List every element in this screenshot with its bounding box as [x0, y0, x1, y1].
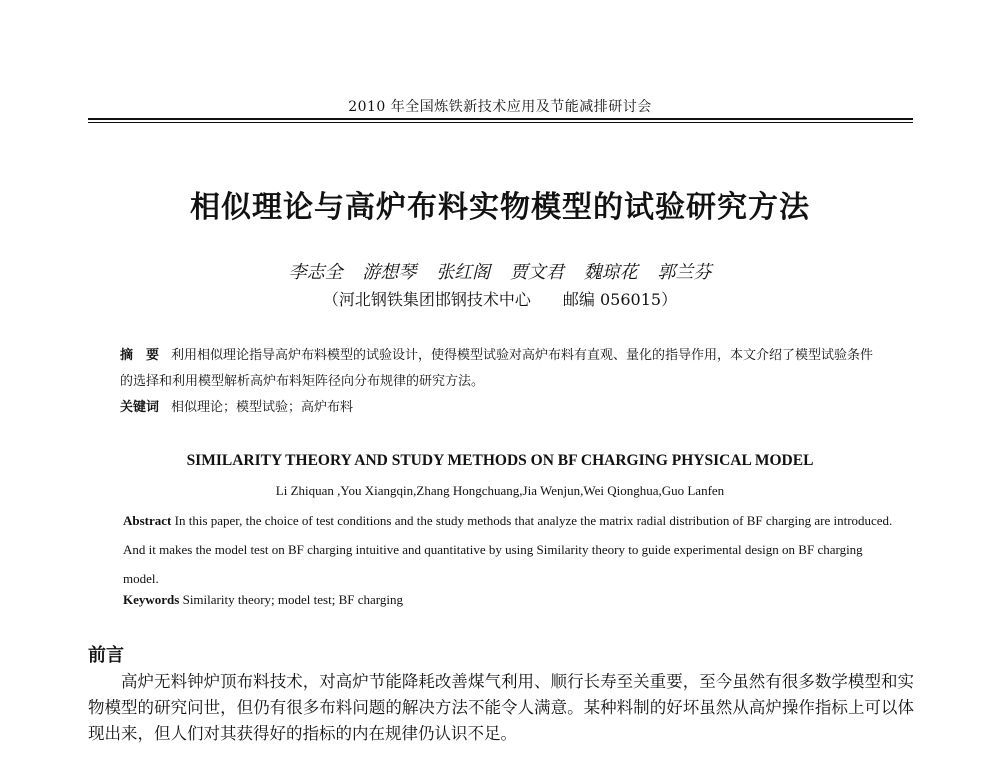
author-name: 魏琼花 — [583, 262, 638, 283]
author-name: 贾文君 — [509, 262, 564, 283]
header-rule-thick — [88, 118, 913, 120]
abstract-english — [123, 506, 893, 593]
author-name: 郭兰芬 — [657, 262, 712, 283]
abstract-label: 摘 要 — [120, 348, 160, 363]
section-paragraph: 高炉无料钟炉顶布料技术，对高炉节能降耗改善煤气利用、顺行长寿至关重要，至今虽然有很多数学模型和实物模型的研究问世，但仍有很多布料问题的解决方法不能令人满意。某种料制的好坏虽然从高炉操作指标上可以体现出来，但人们对其获得好的指标的内在规律仍认识不足。 — [88, 672, 914, 743]
abstract-chinese — [120, 343, 885, 395]
keywords-text: 相似理论；模型试验；高炉布料 — [171, 400, 354, 415]
paper-title: 相似理论与高炉布料实物模型的试验研究方法 — [190, 190, 810, 225]
abstract-text: 利用相似理论指导高炉布料模型的试验设计，使得模型试验对高炉布料有直观、量化的指导作用，本文介绍了模型试验条件的选择和利用模型解析高炉布料矩阵径向分布规律的研究方法。 — [120, 348, 874, 389]
header-rule-thin — [88, 122, 913, 123]
abstract-en-text: In this paper, the choice of test conditions and the study methods that analyze the matrix radial distribution of BF charging are introduced. And it makes the model test on BF charging intuitive and quantitative by using Similarity theory to guide experimental design on BF charging model. — [123, 513, 893, 586]
running-header: 2010 年全国炼铁新技术应用及节能减排研讨会 — [348, 99, 652, 115]
author-name: 张红阁 — [436, 262, 491, 283]
author-name: 游想琴 — [362, 262, 417, 283]
english-authors: Li Zhiquan ,You Xiangqin,Zhang Hongchuang,Jia Wenjun,Wei Qionghua,Guo Lanfen — [275, 483, 725, 498]
affiliation: （河北钢铁集团邯钢技术中心 邮编 056015） — [322, 290, 678, 309]
author-name: 李志全 — [288, 262, 343, 283]
keywords-english — [123, 592, 893, 608]
keywords-en-label: Keywords — [123, 592, 180, 607]
section-heading: 前言 — [88, 645, 124, 666]
abstract-en-label: Abstract — [123, 513, 172, 528]
author-list — [0, 258, 1000, 284]
english-title: SIMILARITY THEORY AND STUDY METHODS ON BF CHARGING PHYSICAL MODEL — [186, 452, 814, 469]
keywords-label: 关键词 — [120, 400, 160, 415]
keywords-en-text: Similarity theory; model test; BF charging — [179, 592, 403, 607]
keywords-chinese — [120, 398, 885, 418]
